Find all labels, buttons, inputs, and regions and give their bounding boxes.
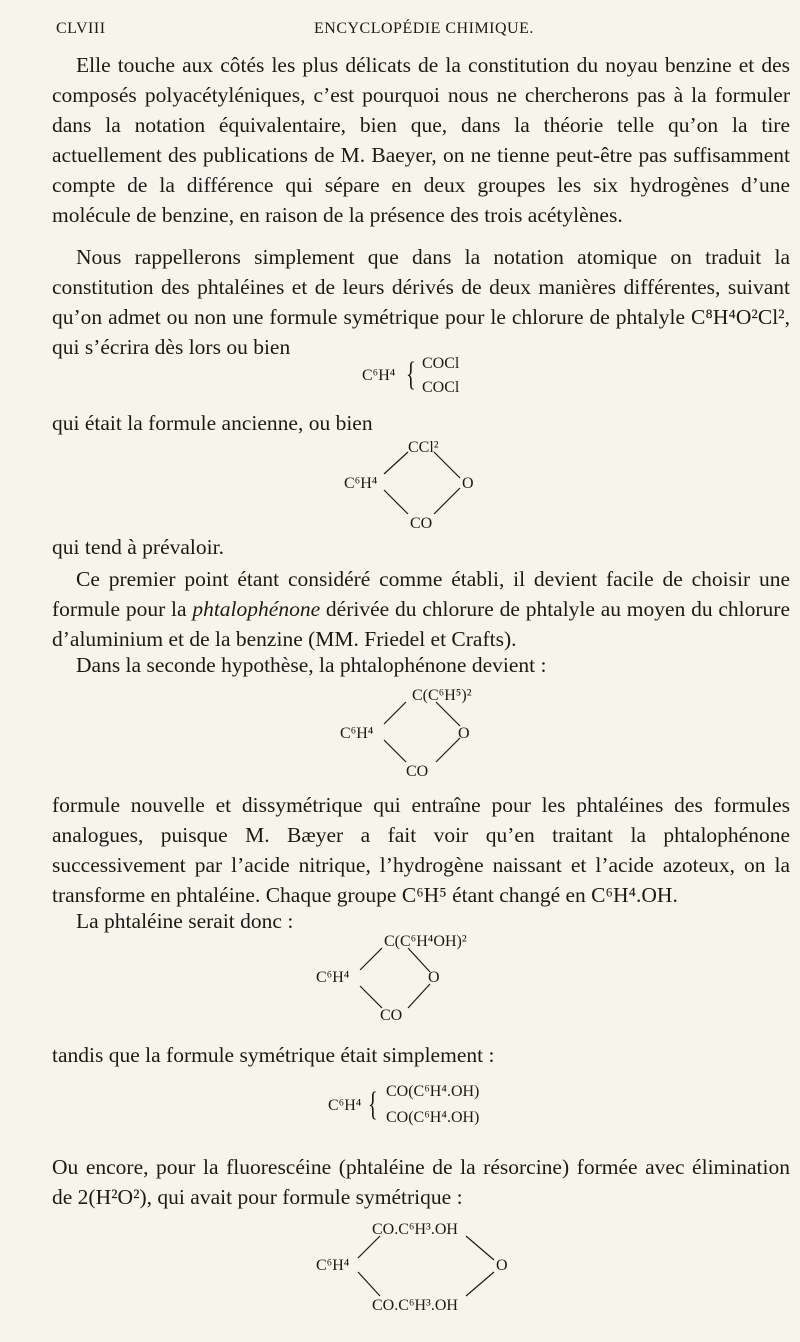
formula-phtaleine xyxy=(316,932,516,1032)
paragraph-5 xyxy=(52,564,790,654)
paragraph-text: Ou encore, pour la fluorescéine (phtaléine de la résorcine) formée avec élimination de 2(H²O²), qui avait pour formule symétrique : xyxy=(52,1155,790,1209)
paragraph-4 xyxy=(52,532,790,562)
formula-bottom: COCl xyxy=(422,379,460,396)
formula-chlorure-dissymetrique xyxy=(338,438,498,538)
formula-right: O xyxy=(428,969,440,986)
formula-left: C⁶H⁴ xyxy=(316,1257,350,1274)
formula-phtalophenone xyxy=(340,686,520,786)
paragraph-text: qui tend à prévaloir. xyxy=(52,535,224,559)
formula-left: C⁶H⁴ xyxy=(316,969,350,986)
brace: { xyxy=(406,356,416,393)
paragraph-3 xyxy=(52,408,790,438)
formula-top: COCl xyxy=(422,355,460,372)
formula-phtaleine-symetrique xyxy=(328,1082,508,1136)
formula-chlorure-symetrique xyxy=(362,354,482,404)
formula-left: C⁶H⁴ xyxy=(340,725,374,742)
paragraph-10 xyxy=(52,1152,790,1212)
formula-bottom: CO xyxy=(380,1007,403,1024)
paragraph-text: qui était la formule ancienne, ou bien xyxy=(52,411,373,435)
formula-right: O xyxy=(462,475,474,492)
brace: { xyxy=(368,1086,378,1123)
formula-right: O xyxy=(458,725,470,742)
paragraph-text: formule nouvelle et dissymétrique qui entraîne pour les phtaléines des formules analogues, puisque M. Bæyer a fait voir qu’en traitant la phtalophénone successivement par l’acide nitrique, l’hydrogène naissant et l’acide azoteux, on la transforme en phtaléine. Chaque groupe C⁶H⁵ étant changé en C⁶H⁴.OH. xyxy=(52,793,790,907)
paragraph-text xyxy=(52,564,790,654)
paragraph-1 xyxy=(52,50,790,230)
formula-bottom: CO.C⁶H³.OH xyxy=(372,1297,458,1314)
formula-bottom: CO(C⁶H⁴.OH) xyxy=(386,1109,480,1126)
formula-top: C(C⁶H⁵)² xyxy=(412,687,472,704)
formula-bottom: CO xyxy=(406,763,429,780)
running-header xyxy=(56,20,776,44)
formula-core: C⁶H⁴ xyxy=(362,367,396,384)
running-title: ENCYCLOPÉDIE CHIMIQUE. xyxy=(314,20,534,37)
formula-right: O xyxy=(496,1257,508,1274)
formula-top: CO.C⁶H³.OH xyxy=(372,1221,458,1238)
formula-bottom: CO xyxy=(410,515,433,532)
formula-core: C⁶H⁴ xyxy=(328,1097,362,1114)
paragraph-2 xyxy=(52,242,790,362)
text-run: Ce premier point étant considéré comme établi, il devient facile de choisir une formule pour la xyxy=(52,567,790,621)
paragraph-text: tandis que la formule symétrique était simplement : xyxy=(52,1043,495,1067)
paragraph-6 xyxy=(52,650,790,680)
paragraph-text: Dans la seconde hypothèse, la phtalophénone devient : xyxy=(76,653,547,677)
formula-top: CO(C⁶H⁴.OH) xyxy=(386,1083,480,1100)
paragraph-text: Nous rappellerons simplement que dans la notation atomique on traduit la constitution des phtaléines et de leurs dérivés de deux manières différentes, suivant qu’on admet ou non une formule symétrique pour le chlorure de phtalyle C⁸H⁴O²Cl², qui s’écrira dès lors ou bien xyxy=(52,245,790,359)
paragraph-9 xyxy=(52,1040,790,1070)
italic-term: phtalophénone xyxy=(192,597,321,621)
formula-left: C⁶H⁴ xyxy=(344,475,378,492)
paragraph-text: Elle touche aux côtés les plus délicats de la constitution du noyau benzine et des composés polyacétyléniques, c’est pourquoi nous ne chercherons pas à la formuler dans la notation équivalentaire, bien que, dans la théorie telle qu’on la tire actuellement des publications de M. Baeyer, on ne tienne peut-être pas suffisamment compte de la différence qui sépare en deux groupes les six hydrogènes d’une molécule de benzine, en raison de la présence des trois acétylènes. xyxy=(52,53,790,227)
text-run: dérivée du chlorure de phtalyle au moyen du chlorure d’aluminium et de la benzine (MM. Friedel et Crafts). xyxy=(52,597,790,651)
formula-fluoresceine xyxy=(316,1218,536,1318)
page-number: CLVIII xyxy=(56,20,106,37)
paragraph-7 xyxy=(52,790,790,910)
paragraph-text: La phtaléine serait donc : xyxy=(76,909,294,933)
formula-top: C(C⁶H⁴OH)² xyxy=(384,933,467,950)
formula-top: CCl² xyxy=(408,439,439,456)
